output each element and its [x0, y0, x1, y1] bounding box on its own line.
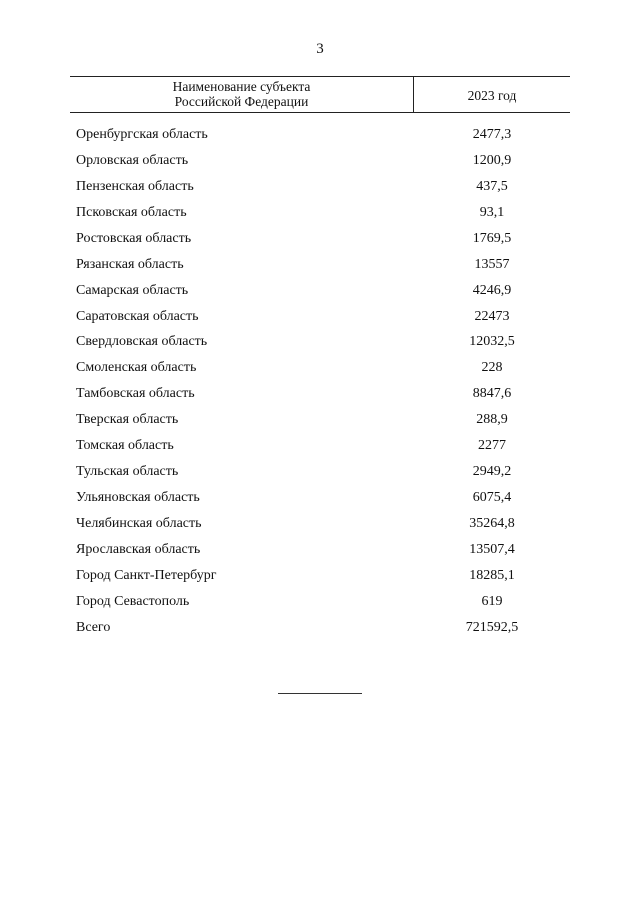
subject-name-cell: Орловская область — [76, 152, 189, 168]
value-2023-cell: 12032,5 — [469, 334, 515, 350]
page-number: 3 — [316, 41, 324, 57]
table-row — [76, 615, 570, 641]
table-row — [76, 433, 570, 459]
value-2023-cell: 13507,4 — [469, 541, 515, 557]
value-2023-cell: 2277 — [478, 438, 506, 454]
subject-name-cell: Всего — [76, 619, 111, 635]
table-row — [76, 278, 570, 304]
value-2023-cell: 288,9 — [476, 412, 508, 428]
table-row — [76, 174, 570, 200]
value-2023-cell: 437,5 — [476, 178, 508, 194]
table-row — [76, 226, 570, 252]
table-body — [76, 122, 570, 641]
subject-name-cell: Ростовская область — [76, 230, 192, 246]
header-subject-name-line2: Российской Федерации — [174, 94, 309, 109]
value-2023-cell: 228 — [481, 360, 503, 376]
value-2023-cell: 619 — [481, 593, 503, 609]
subject-name-cell: Город Санкт-Петербург — [76, 567, 217, 583]
value-2023-cell: 1769,5 — [472, 230, 512, 246]
subject-name-cell: Тульская область — [76, 464, 179, 480]
end-divider — [278, 693, 362, 694]
value-2023-cell: 1200,9 — [472, 152, 512, 168]
header-subject-name — [70, 77, 414, 112]
subject-name-cell: Пензенская область — [76, 178, 194, 194]
table-row — [76, 381, 570, 407]
subject-name-cell: Оренбургская область — [76, 126, 208, 142]
value-2023-cell: 22473 — [474, 308, 510, 324]
subject-name-cell: Ярославская область — [76, 541, 201, 557]
table-row — [76, 485, 570, 511]
table-row — [76, 511, 570, 537]
header-subject-name-line1: Наименование субъекта — [172, 79, 311, 94]
subject-name-cell: Челябинская область — [76, 516, 202, 532]
table-row — [76, 407, 570, 433]
subject-name-cell: Город Севастополь — [76, 593, 190, 609]
subject-name-cell: Тверская область — [76, 412, 179, 428]
value-2023-cell: 4246,9 — [472, 282, 512, 298]
value-2023-cell: 13557 — [474, 256, 510, 272]
subject-name-cell: Томская область — [76, 438, 174, 454]
table-row — [76, 537, 570, 563]
value-2023-cell: 18285,1 — [469, 567, 515, 583]
header-year: 2023 год — [467, 87, 517, 103]
subject-name-cell: Самарская область — [76, 282, 189, 298]
value-2023-cell: 6075,4 — [472, 490, 512, 506]
table-row — [76, 355, 570, 381]
subject-name-cell: Псковская область — [76, 204, 187, 220]
table-row — [76, 200, 570, 226]
subject-name-cell: Рязанская область — [76, 256, 184, 272]
table-row — [76, 252, 570, 278]
value-2023-cell: 2949,2 — [472, 464, 512, 480]
value-2023-cell: 8847,6 — [472, 386, 512, 402]
value-2023-cell: 35264,8 — [469, 516, 515, 532]
subject-name-cell: Саратовская область — [76, 308, 199, 324]
value-2023-cell: 93,1 — [479, 204, 505, 220]
table-header — [70, 76, 570, 113]
value-2023-cell: 2477,3 — [472, 126, 512, 142]
table-row — [76, 589, 570, 615]
table-row — [76, 459, 570, 485]
table-row — [76, 563, 570, 589]
subject-name-cell: Ульяновская область — [76, 490, 200, 506]
subject-name-cell: Свердловская область — [76, 334, 208, 350]
value-2023-cell: 721592,5 — [465, 619, 519, 635]
subject-name-cell: Смоленская область — [76, 360, 197, 376]
table-row — [76, 148, 570, 174]
table-row — [76, 304, 570, 330]
table-row — [76, 330, 570, 356]
table-row — [76, 122, 570, 148]
subject-name-cell: Тамбовская область — [76, 386, 195, 402]
